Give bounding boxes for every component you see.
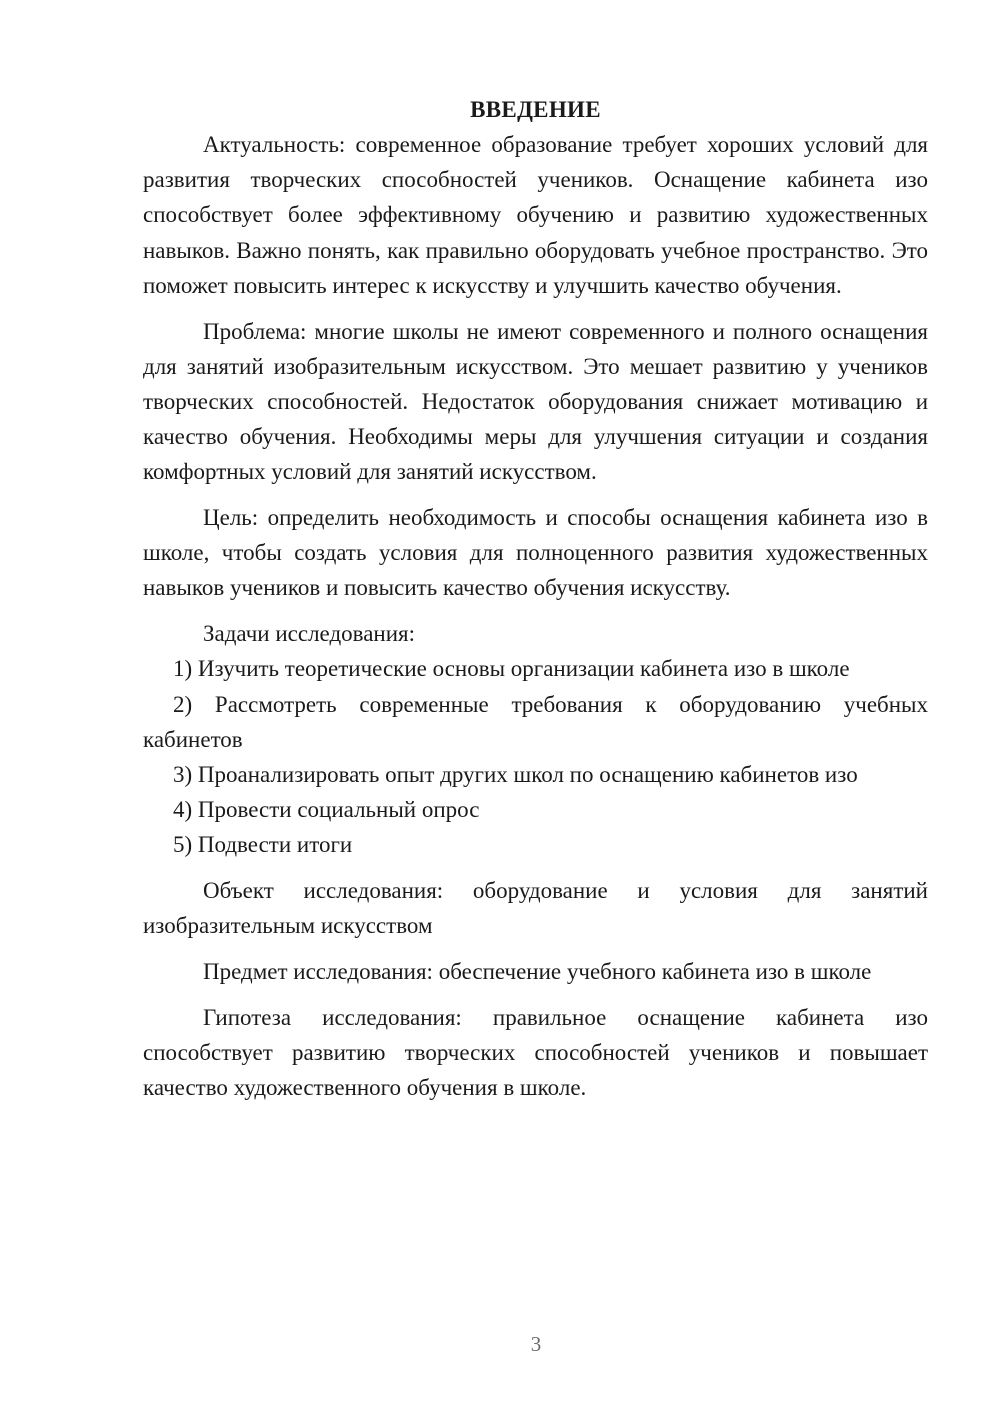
paragraph-hypothesis: Гипотеза исследования: правильное оснащение кабинета изо способствует развитию творческих способностей учеников и повышает качество художественного обучения в школе. <box>143 1004 928 1101</box>
task-item: 4) Провести социальный опрос <box>173 797 480 823</box>
task-item: 2) Рассмотреть современные требования к оборудованию учебных кабинетов <box>143 691 928 752</box>
page-content <box>143 92 928 1105</box>
paragraph-relevance: Актуальность: современное образование требует хороших условий для развития творческих способностей учеников. Оснащение кабинета изо способствует более эффективному обучению и развитию художественных навыков. Важно понять, как правильно оборудовать учебное пространство. Это поможет повысить интерес к искусству и улучшить качество обучения. <box>143 132 928 298</box>
paragraph-goal: Цель: определить необходимость и способы оснащения кабинета изо в школе, чтобы создать условия для полноценного развития художественных навыков учеников и повысить качество обучения искусству. <box>143 505 928 601</box>
task-item: 1) Изучить теоретические основы организации кабинета изо в школе <box>173 656 850 682</box>
task-item: 3) Проанализировать опыт других школ по оснащению кабинетов изо <box>173 761 858 787</box>
tasks-heading: Задачи исследования: <box>203 621 416 647</box>
task-item: 5) Подвести итоги <box>173 832 353 858</box>
page-number: 3 <box>530 1332 542 1356</box>
paragraph-problem: Проблема: многие школы не имеют современного и полного оснащения для занятий изобразительным искусством. Это мешает развитию у учеников творческих способностей. Недостаток оборудования снижает мотивацию и качество обучения. Необходимы меры для улучшения ситуации и создания комфортных условий для занятий искусством. <box>143 318 928 485</box>
paragraph-object: Объект исследования: оборудование и условия для занятий изобразительным искусством <box>143 878 928 939</box>
paragraph-subject: Предмет исследования: обеспечение учебного кабинета изо в школе <box>203 958 872 984</box>
section-title: ВВЕДЕНИЕ <box>470 97 601 122</box>
